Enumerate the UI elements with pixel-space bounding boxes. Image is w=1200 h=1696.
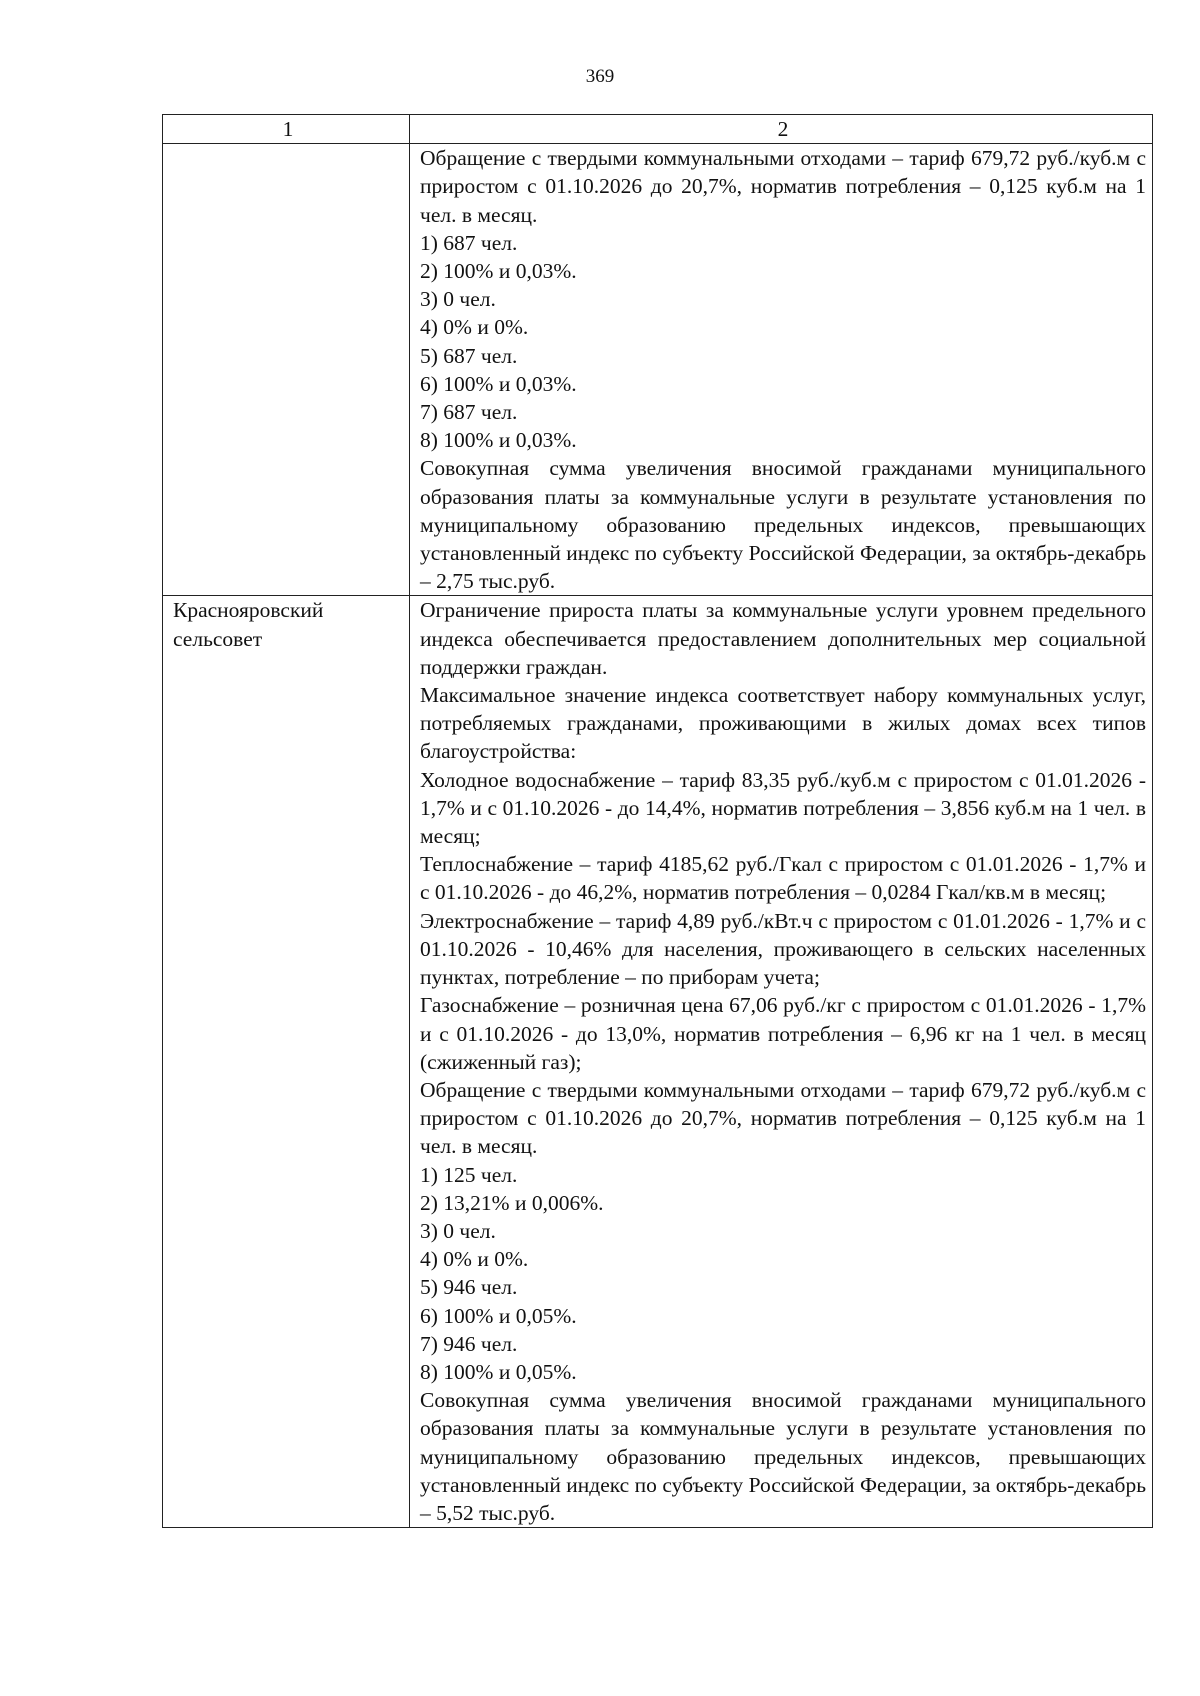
max-index-text: Максимальное значение индекса соответствует набору коммунальных услуг, потребляемых гражданами, проживающими в жилых домах всех типов благоустройства: — [420, 683, 1146, 764]
list-item: 1) 125 чел. — [420, 1162, 518, 1187]
list-item: 4) 0% и 0%. — [420, 315, 529, 340]
waste-tariff-text: Обращение с твердыми коммунальными отходами – тариф 679,72 руб./куб.м с приростом с 01.10.2026 до 20,7%, норматив потребления – 0,125 куб.м на 1 чел. в месяц. — [420, 146, 1146, 227]
column-header-1: 1 — [163, 115, 410, 144]
list-item: 6) 100% и 0,03%. — [420, 371, 577, 396]
summary-text: Совокупная сумма увеличения вносимой гражданами муниципального образования платы за коммунальные услуги в результате установления по муниципальному образованию предельных индексов, превышающих установленный индекс по субъекту Российской Федерации, за октябрь-декабрь – 5,52 тыс.руб. — [420, 1388, 1146, 1525]
content-cell — [410, 596, 1153, 1528]
region-name-line: Краснояровский — [173, 598, 324, 623]
list-item: 2) 13,21% и 0,006%. — [420, 1190, 604, 1215]
table-header-row — [163, 115, 1153, 144]
list-item: 1) 687 чел. — [420, 230, 518, 255]
content-cell — [410, 144, 1153, 596]
list-item: 6) 100% и 0,05%. — [420, 1303, 577, 1328]
list-item: 2) 100% и 0,03%. — [420, 259, 577, 284]
page-number: 369 — [585, 66, 615, 87]
waste-tariff-text: Обращение с твердыми коммунальными отходами – тариф 679,72 руб./куб.м с приростом с 01.10.2026 до 20,7%, норматив потребления – 0,125 куб.м на 1 чел. в месяц. — [420, 1077, 1146, 1159]
list-item: 3) 0 чел. — [420, 1218, 496, 1243]
summary-text: Совокупная сумма увеличения вносимой гражданами муниципального образования платы за коммунальные услуги в результате установления по муниципальному образованию предельных индексов, превышающих установленный индекс по субъекту Российской Федерации, за октябрь-декабрь – 2,75 тыс.руб. — [420, 456, 1146, 594]
list-item: 7) 687 чел. — [420, 400, 518, 425]
water-tariff-text: Холодное водоснабжение – тариф 83,35 руб./куб.м с приростом с 01.01.2026 - 1,7% и с 01.10.2026 - до 14,4%, норматив потребления – 3,856 куб.м на 1 чел. в месяц; — [420, 767, 1146, 849]
column-header-2: 2 — [410, 115, 1153, 144]
list-item: 5) 687 чел. — [420, 343, 518, 368]
region-name-line: сельсовет — [173, 626, 263, 651]
intro-text: Ограничение прироста платы за коммунальные услуги уровнем предельного индекса обеспечивается предоставлением дополнительных мер социальной поддержки граждан. — [420, 598, 1146, 679]
region-cell-empty — [163, 144, 410, 596]
table-row — [163, 596, 1153, 1528]
list-item: 3) 0 чел. — [420, 287, 496, 312]
list-item: 4) 0% и 0%. — [420, 1247, 529, 1272]
gas-tariff-text: Газоснабжение – розничная цена 67,06 руб./кг с приростом с 01.01.2026 - 1,7% и с 01.10.2026 - до 13,0%, норматив потребления – 6,96 кг на 1 чел. в месяц (сжиженный газ); — [420, 993, 1146, 1074]
list-item: 8) 100% и 0,05%. — [420, 1359, 577, 1384]
electricity-tariff-text: Электроснабжение – тариф 4,89 руб./кВт.ч с приростом с 01.01.2026 - 1,7% и с 01.10.2026 - 10,46% для населения, проживающего в сельских населенных пунктах, потребление – по приборам учета; — [420, 908, 1146, 990]
heat-tariff-text: Теплоснабжение – тариф 4185,62 руб./Гкал с приростом с 01.01.2026 - 1,7% и с 01.10.2026 - до 46,2%, норматив потребления – 0,0284 Гкал/кв.м в месяц; — [420, 852, 1146, 905]
tariff-table — [162, 114, 1153, 1528]
list-item: 5) 946 чел. — [420, 1275, 518, 1300]
table-row — [163, 144, 1153, 596]
list-item: 8) 100% и 0,03%. — [420, 428, 577, 453]
region-cell — [163, 596, 410, 1528]
list-item: 7) 946 чел. — [420, 1331, 518, 1356]
